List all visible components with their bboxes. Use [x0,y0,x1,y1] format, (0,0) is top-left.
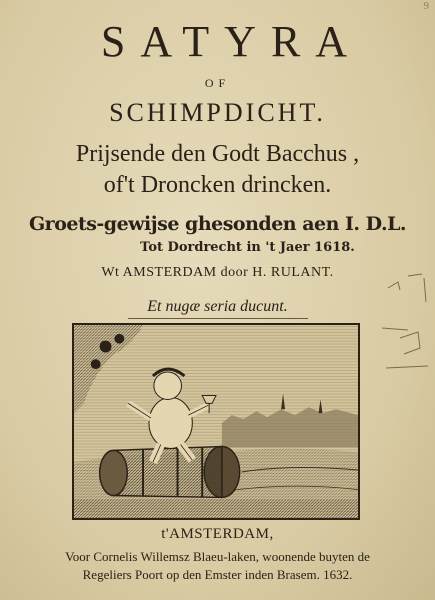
imprint-city: t'AMSTERDAM, [161,526,274,542]
book-subtitle: SCHIMPDICHT. [109,98,326,127]
corner-mark: 9 [423,0,429,12]
motto: Et nugæ seria ducunt. [147,298,288,315]
margin-annotations [378,268,435,393]
dedication-line: Groets-gewijse ghesonden aen I. D.L. [28,213,407,235]
title-connector: OF [204,76,231,90]
description-line-2: of't Droncken drincken. [103,172,332,198]
imprint-publisher: Voor Cornelis Willemsz Blaeu-laken, woonende buyten de [65,549,370,564]
bacchus-engraving [72,323,360,520]
imprint-address: Regeliers Poort op den Emster inden Brasem. 1632. [82,567,353,582]
description-line-1: Prijsende den Godt Bacchus , [75,141,360,167]
author-line: Wt AMSTERDAM door H. RULANT. [101,265,334,280]
dedication-place: Tot Dordrecht in 't Jaer 1618. [140,240,355,255]
engraving-illustration [74,325,358,518]
motto-rule [128,318,308,319]
book-title: SATYRA [100,17,363,66]
